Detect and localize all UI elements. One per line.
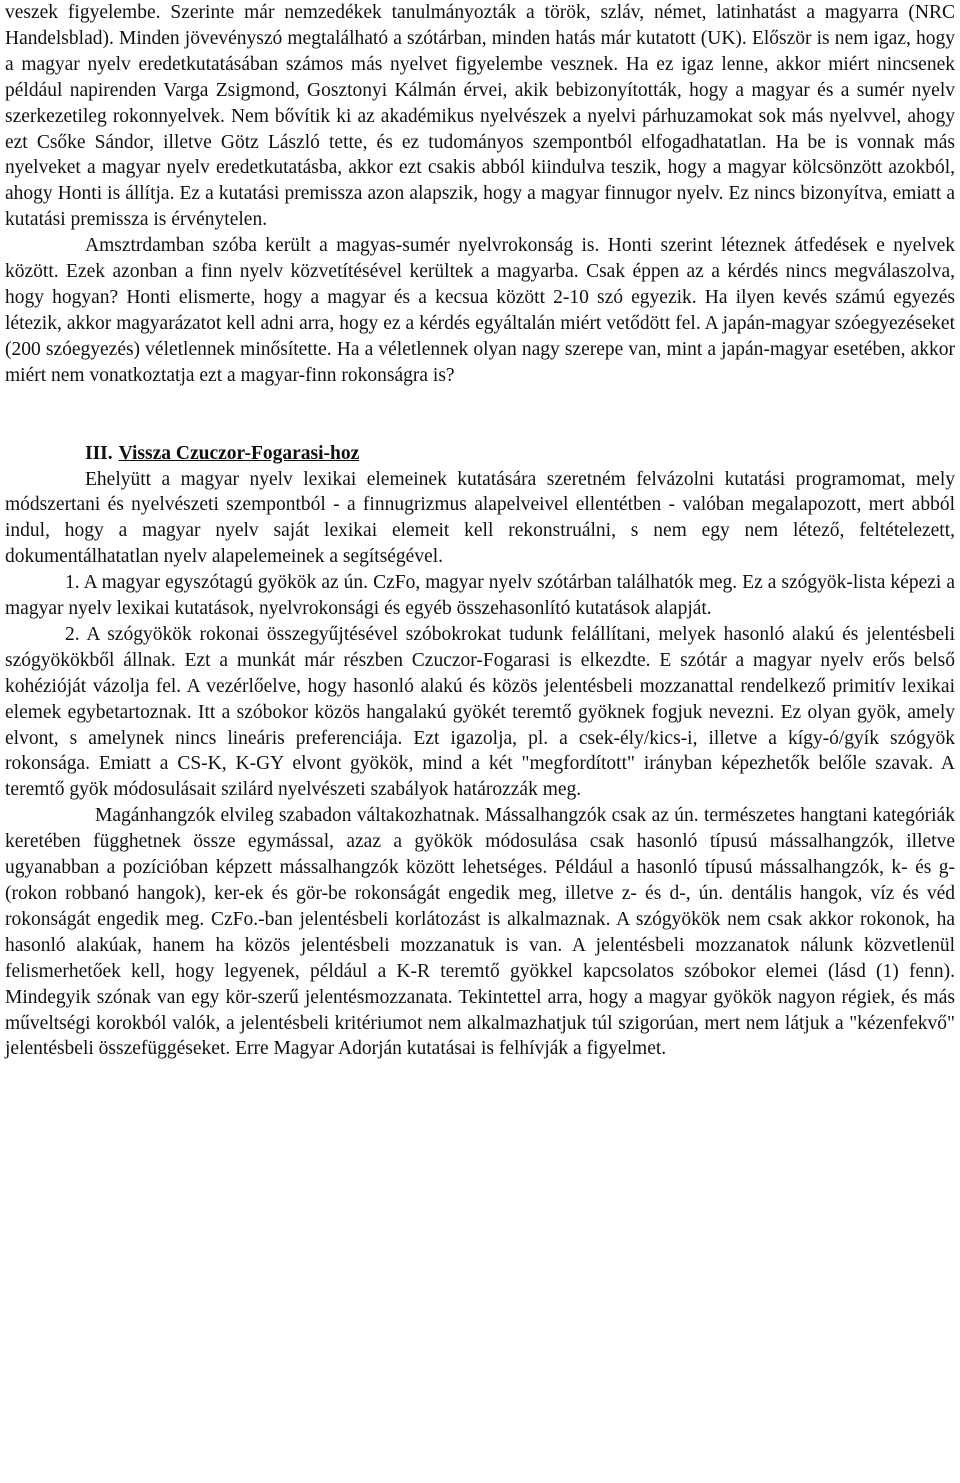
- paragraph: Ehelyütt a magyar nyelv lexikai elemeinek kutatására szeretném felvázolni kutatási programomat, mely módszertani és nyelvészeti szempontból - a finnugrizmus alapelveivel ellentétben - valóban megalapozott, mert abból indul, hogy a magyar nyelv saját lexikai elemeit kell rekonstruálni, s nem egy nem létező, feltételezett, dokumentálhatatlan nyelv alapelemeinek a segítségével.: [5, 468, 955, 568]
- paragraph: veszek figyelembe. Szerinte már nemzedékek tanulmányozták a török, szláv, német, latinhatást a magyarra (NRC Handelsblad). Minden jövevényszó megtalálható a szótárban, minden hatás már kutatott (UK). Először is nem igaz, hogy a magyar nyelv eredetkutatásában számos más nyelvet figyelembe vesznek. Ha ez igaz lenne, akkor miért nincsenek például napirenden Varga Zsigmond, Gosztonyi Kálmán érvei, akik bebizonyították, hogy a magyar és a sumér nyelv szerkezetileg rokonnyelvek. Nem bővítik ki az akadémikus nyelvészek a nyelvi párhuzamokat sok más nyelvvel, ahogy ezt Csőke Sándor, illetve Götz László tette, és ez tudományos szempontból elfogadhatatlan. Ha be is vonnak más nyelveket a magyar nyelv eredetkutatásba, akkor ezt csakis abból kiindulva teszik, hogy a magyar kölcsönzött azokból, ahogy Honti is állítja. Ez a kutatási premissza azon alapszik, hogy a magyar finnugor nyelv. Ez nincs bizonyítva, emiatt a kutatási premissza is érvénytelen.: [5, 2, 955, 231]
- list-item-paragraph: 1. A magyar egyszótagú gyökök az ún. CzFo, magyar nyelv szótárban találhatók meg. Ez a szógyök-lista képezi a magyar nyelv lexikai kutatások, nyelvrokonsági és egyéb összehasonlító kutatások alapját.: [5, 572, 955, 620]
- section-spacer: [5, 389, 955, 441]
- document-page: [5, 0, 955, 1062]
- section-heading: [5, 441, 955, 467]
- paragraph: Amsztrdamban szóba került a magyas-sumér nyelvrokonság is. Honti szerint léteznek átfedések e nyelvek között. Ezek azonban a finn nyelv közvetítésével kerültek a magyarba. Csak éppen az a kérdés nincs megválaszolva, hogy hogyan? Honti elismerte, hogy a magyar és a kecsua között 2-10 szó egyezik. Ha ilyen kevés számú egyezés létezik, akkor magyarázatot kell adni arra, hogy ez a kérdés egyáltalán miért vetődött fel. A japán-magyar szóegyezéseket (200 szóegyezés) véletlennek minősítette. Ha a véletlennek olyan nagy szerepe van, mint a japán-magyar esetében, akkor miért nem vonatkoztatja ezt a magyar-finn rokonságra is?: [5, 235, 955, 386]
- paragraph: Magánhangzók elvileg szabadon váltakozhatnak. Mássalhangzók csak az ún. természetes hangtani kategóriák keretében függhetnek össze egymással, azaz a gyökök módosulása csak hasonló típusú mássalhangzók, illetve ugyanabban a pozícióban képzett mássalhangzók között lehetséges. Például a hasonló típusú mássalhangzók, k- és g- (rokon robbanó hangok), ker-ek és gör-be rokonságát engedik meg, illetve z- és d-, ún. dentális hangok, víz és véd rokonságát engedik meg. CzFo.-ban jelentésbeli korlátozást is alkalmaznak. A szógyökök nem csak akkor rokonok, ha hasonló alakúak, hanem ha közös jelentésbeli mozzanatuk is van. A jelentésbeli mozzanatok nálunk közvetlenül felismerhetőek kell, hogy legyenek, például a K-R teremtő gyökkel kapcsolatos szóbokor elemei (lásd (1) fenn). Mindegyik szónak van egy kör-szerű jelentésmozzanata. Tekintettel arra, hogy a magyar gyökök nagyon régiek, és más műveltségi korokból valók, a jelentésbeli kritériumot nem alkalmazhatjuk túl szigorúan, mert nem látjuk a "kézenfekvő" jelentésbeli összefüggéseket. Erre Magyar Adorján kutatásai is felhívják a figyelmet.: [5, 805, 955, 1060]
- list-item-paragraph: 2. A szógyökök rokonai összegyűjtésével szóbokrokat tudunk felállítani, melyek hasonló alakú és jelentésbeli szógyökökből állnak. Ezt a munkát már részben Czuczor-Fogarasi is elkezdte. E szótár a magyar nyelv erős belső kohézióját vázolja fel. A vezérlőelve, hogy hasonló alakú és közös jelentésbeli mozzanattal rendelkező primitív lexikai elemek egybetartoznak. Itt a szóbokor közös hangalakú gyökét teremtő gyöknek fogjuk nevezni. Ez olyan gyök, amely elvont, s amelynek nincs lineáris preferenciája. Ezt igazolja, pl. a csek-ély/kics-i, illetve a kígy-ó/gyík szógyök rokonsága. Emiatt a CS-K, K-GY elvont gyökök, mind a két "megfordított" irányban képezhetők belőle szavak. A teremtő gyök módosulásait szilárd nyelvészeti szabályok határozzák meg.: [5, 623, 955, 801]
- section-title: Vissza Czuczor-Fogarasi-hoz: [118, 442, 360, 464]
- section-number: III.: [85, 442, 113, 464]
